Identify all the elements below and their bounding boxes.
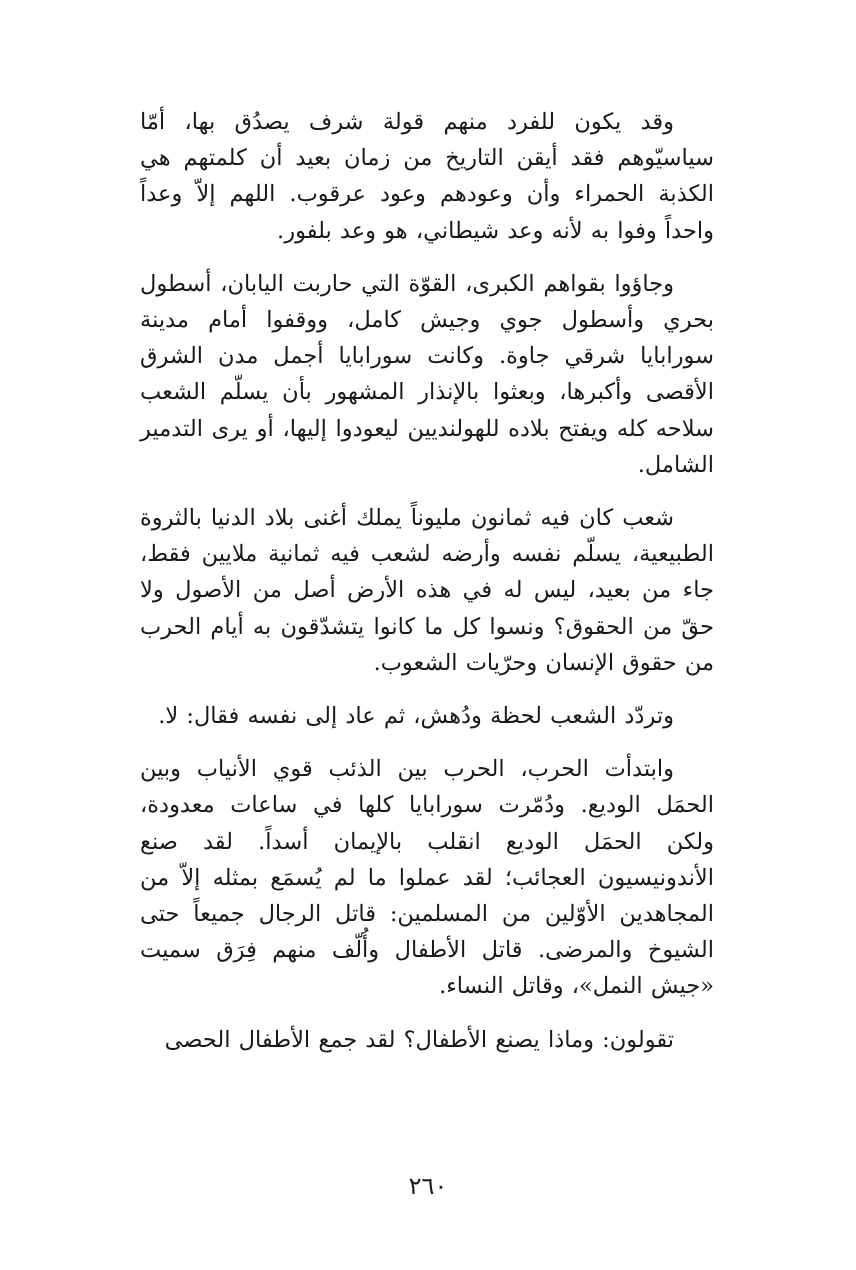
paragraph-3: شعب كان فيه ثمانون مليوناً يملك أغنى بلاد الدنيا بالثروة الطبيعية، يسلّم نفسه وأرضه لشعب فيه ثمانية ملايين فقط، جاء من بعيد، ليس له في هذه الأرض أصل من الأصول ولا حقّ من الحقوق؟ ونسوا كل ما كانوا يتشدّقون به أيام الحرب من حقوق الإنسان وحرّيات الشعوب. [140, 505, 714, 676]
paragraph-5: وابتدأت الحرب، الحرب بين الذئب قوي الأنياب وبين الحمَل الوديع. ودُمّرت سورابايا كلها في ساعات معدودة، ولكن الحمَل الوديع انقلب بالإيمان أسداً. لقد صنع الأندونيسيون العجائب؛ لقد عملوا ما لم يُسمَع بمثله إلاّ من المجاهدين الأوّلين من المسلمين: قاتل الرجال جميعاً حتى الشيوخ والمرضى. قاتل الأطفال وأُلّف منهم فِرَق سميت «جيش النمل»، وقاتل النساء. [140, 756, 714, 1000]
paragraph-2: وجاؤوا بقواهم الكبرى، القوّة التي حاربت اليابان، أسطول بحري وأسطول جوي وجيش كامل، ووقفوا أمام مدينة سورابايا شرقي جاوة. وكانت سورابايا أجمل مدن الشرق الأقصى وأكبرها، وبعثوا بالإنذار المشهور بأن يسلّم الشعب سلاحه كله ويفتح بلاده للهولنديين ليعودوا إليها، أو يرى التدمير الشامل. [140, 270, 714, 478]
paragraph-1: وقد يكون للفرد منهم قولة شرف يصدُق بها، أمّا سياسيّوهم فقد أيقن التاريخ من زمان بعيد أن كلمتهم هي الكذبة الحمراء وأن وعودهم وعود عرقوب. اللهم إلاّ وعداً واحداً وفوا به لأنه وعد شيطاني، هو وعد بلفور. [140, 109, 714, 244]
page-number: ٢٦٠ [408, 1172, 448, 1200]
page-body [140, 104, 714, 1075]
paragraph-6: تقولون: وماذا يصنع الأطفال؟ لقد جمع الأطفال الحصى [164, 1026, 674, 1053]
paragraph-4: وتردّد الشعب لحظة ودُهش، ثم عاد إلى نفسه فقال: لا. [158, 703, 674, 730]
